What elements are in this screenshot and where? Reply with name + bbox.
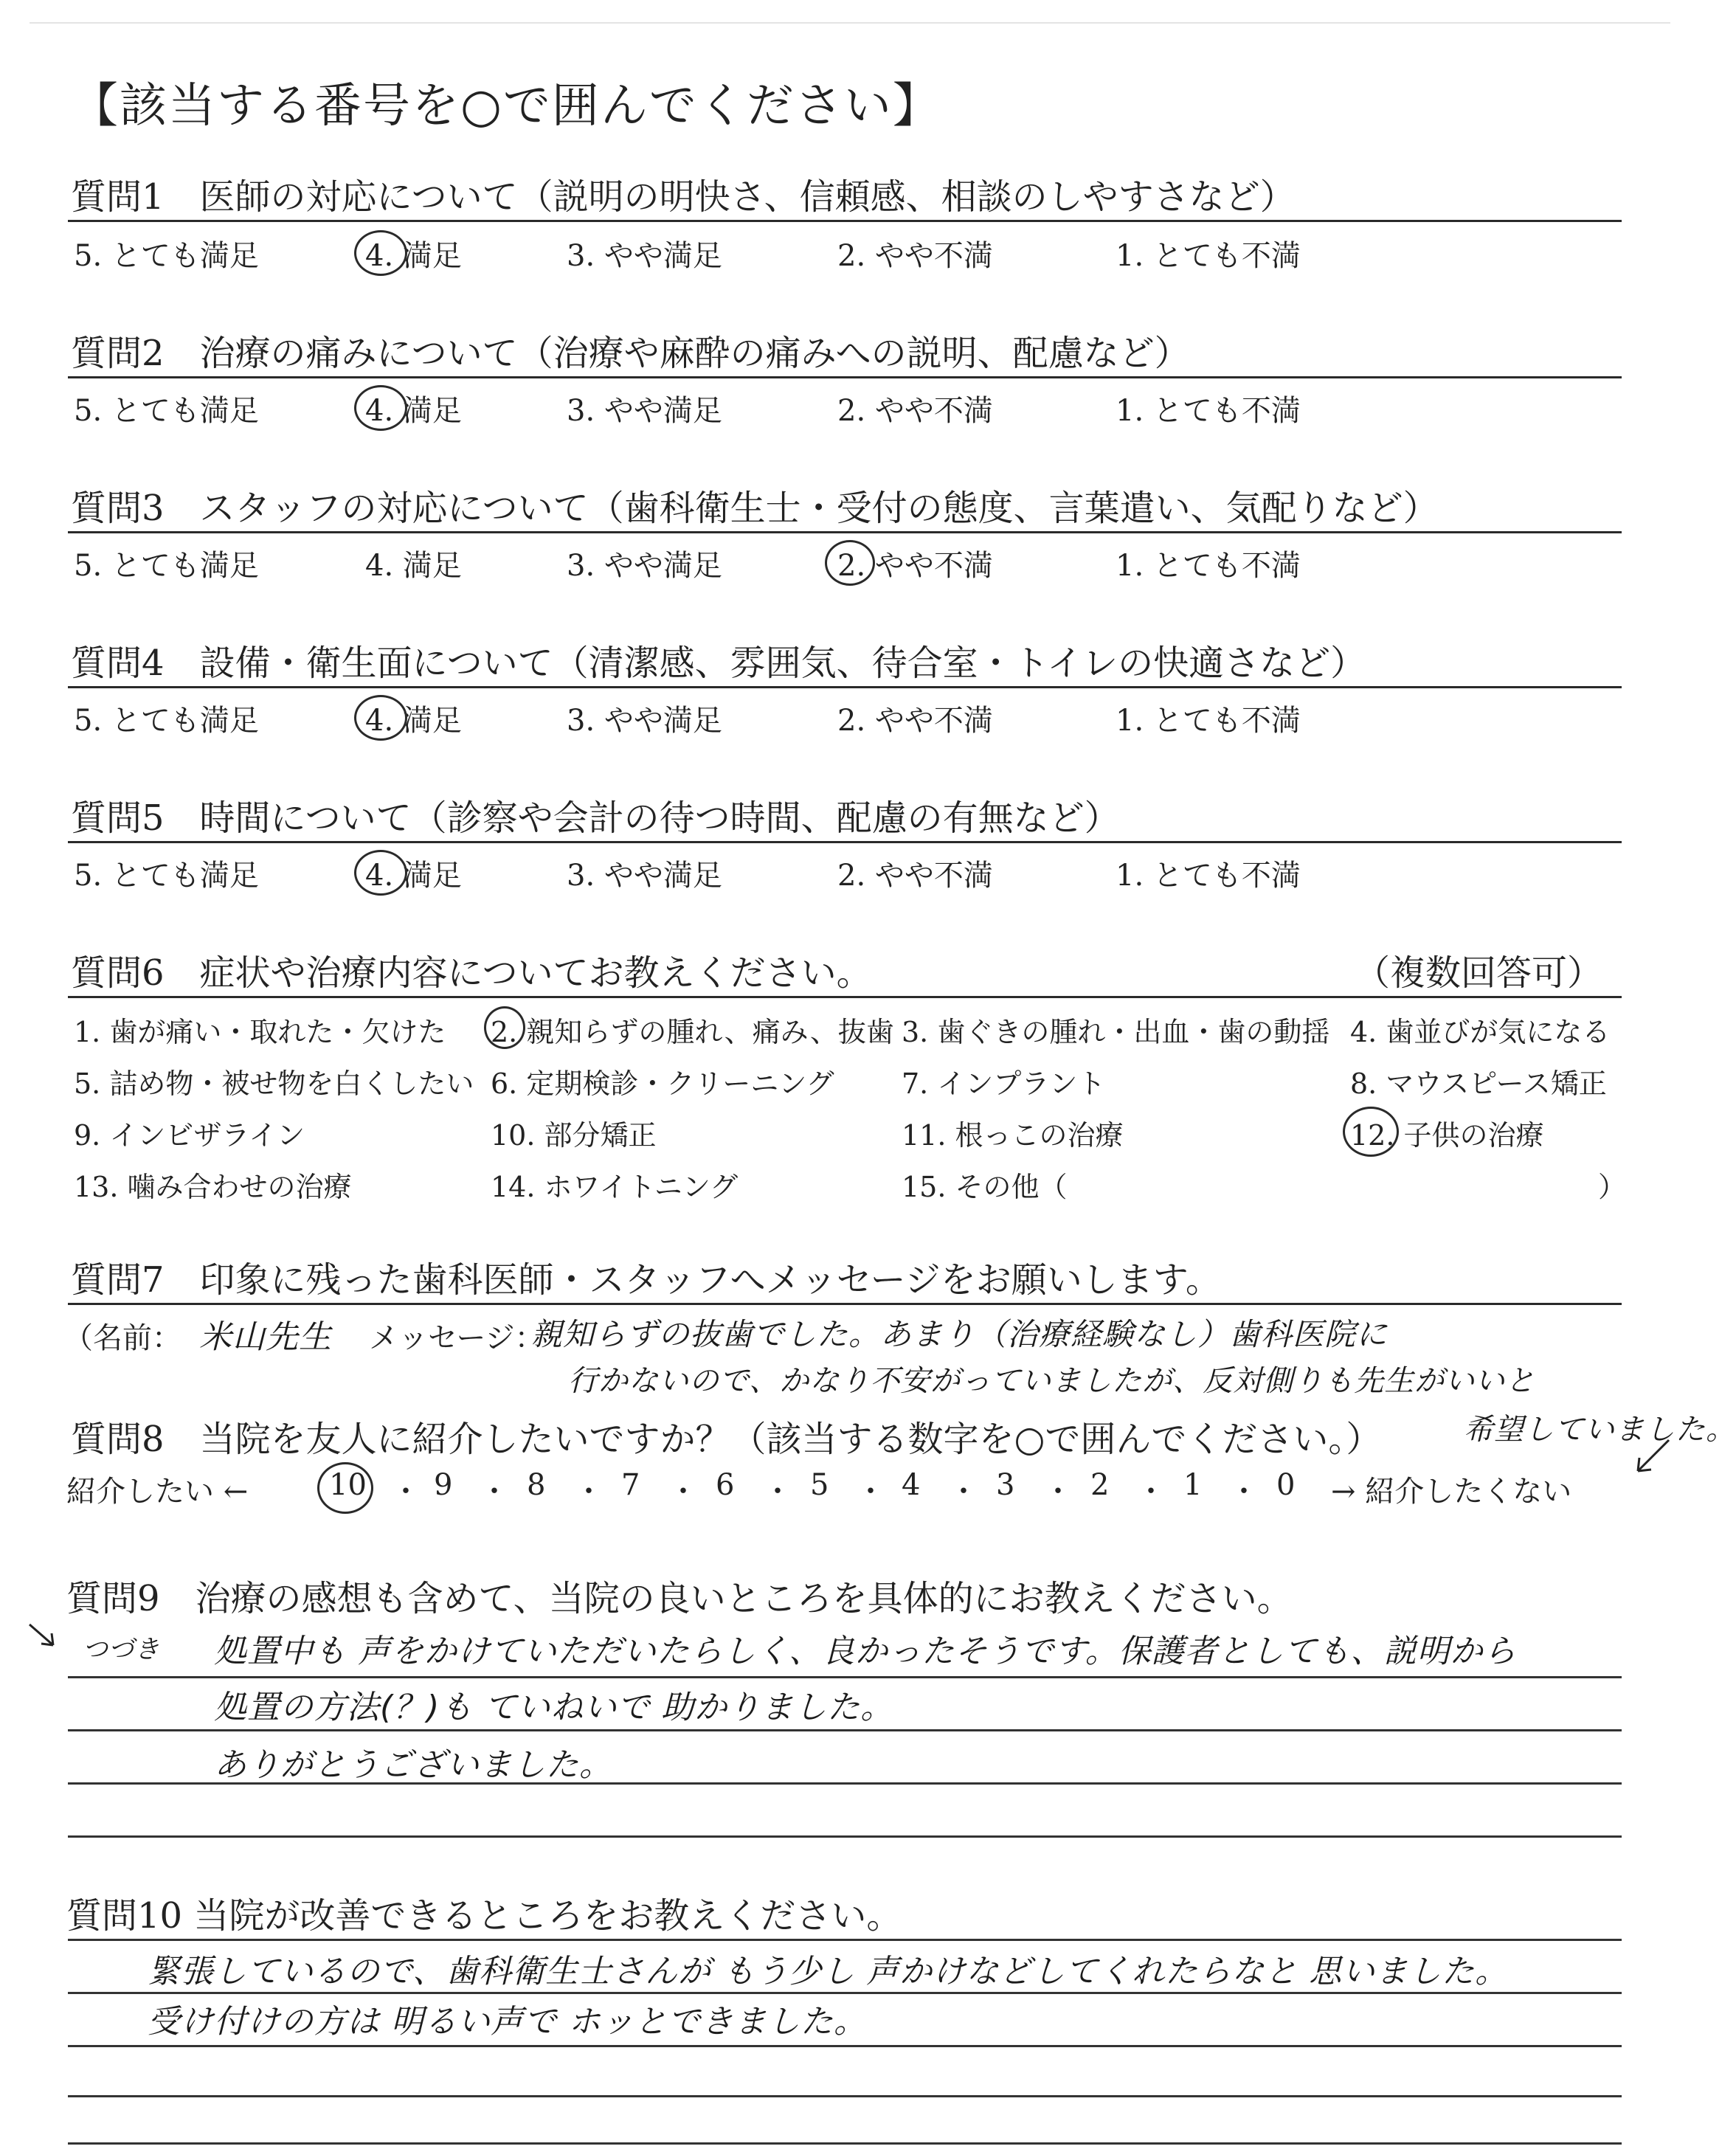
q9-write-line — [68, 1676, 1622, 1678]
q7-name-label: （名前： — [63, 1321, 181, 1355]
q7-rule — [68, 1303, 1622, 1305]
continuation-arrow-icon — [27, 1620, 62, 1655]
q8-dot: ・ — [856, 1475, 885, 1509]
q2-rule — [68, 376, 1622, 378]
q7-name-value[interactable]: 米山先生 — [199, 1318, 332, 1356]
q8-dot: ・ — [763, 1475, 792, 1509]
q4-rule — [68, 686, 1622, 688]
q2-answer-circle — [354, 385, 407, 431]
q2-option-4[interactable]: 4. 満足 — [365, 394, 462, 428]
q6-option-1[interactable]: 1. 歯が痛い・取れた・欠けた — [74, 1016, 446, 1048]
q3-rule — [68, 531, 1622, 533]
q1-option-5[interactable]: 5. とても満足 — [74, 239, 259, 273]
q8-right-label: → 紹介したくない — [1331, 1475, 1572, 1509]
q6-option-8[interactable]: 8. マウスピース矯正 — [1350, 1067, 1607, 1100]
q10-write-line — [68, 2045, 1622, 2047]
q8-scale-4[interactable]: 4 — [902, 1468, 921, 1502]
q4-answer-circle — [354, 695, 407, 741]
q4-option-1[interactable]: 1. とても不満 — [1116, 704, 1301, 738]
q2-option-1[interactable]: 1. とても不満 — [1116, 394, 1301, 428]
page-title: 【該当する番号を○で囲んでください】 — [71, 79, 941, 134]
q7-message-line-2[interactable]: 行かないので、かなり不安がっていましたが、反対側りも先生がいいと — [568, 1364, 1536, 1398]
q10-write-line — [68, 1992, 1622, 1994]
q8-scale-1[interactable]: 1 — [1183, 1468, 1203, 1502]
q6-heading: 質問6 症状や治療内容についてお教えください。 — [71, 952, 872, 994]
q8-dot: ・ — [391, 1475, 421, 1509]
q5-heading: 質問5 時間について（診察や会計の待つ時間、配慮の有無など） — [71, 797, 1120, 839]
q1-option-4[interactable]: 4. 満足 — [365, 239, 462, 273]
q1-rule — [68, 220, 1622, 222]
q3-heading: 質問3 スタッフの対応について（歯科衛生士・受付の態度、言葉遣い、気配りなど） — [71, 488, 1439, 529]
q4-option-3[interactable]: 3. やや満足 — [567, 704, 722, 738]
q10-heading: 質問10 当院が改善できるところをお教えください。 — [66, 1895, 902, 1937]
q6-option-5[interactable]: 5. 詰め物・被せ物を白くしたい — [74, 1067, 474, 1100]
q5-option-5[interactable]: 5. とても満足 — [74, 859, 259, 893]
q9-write-line — [68, 1729, 1622, 1731]
q6-option-3[interactable]: 3. 歯ぐきの腫れ・出血・歯の動揺 — [902, 1016, 1330, 1048]
q8-dot: ・ — [1043, 1475, 1073, 1509]
q2-option-2[interactable]: 2. やや不満 — [837, 394, 993, 428]
scan-top-edge — [30, 22, 1670, 24]
q9-continue-mark: つづき — [83, 1635, 160, 1664]
q7-heading: 質問7 印象に残った歯科医師・スタッフへメッセージをお願いします。 — [71, 1259, 1221, 1301]
q8-scale-9[interactable]: 9 — [434, 1468, 453, 1502]
q6-option-11[interactable]: 11. 根っこの治療 — [902, 1119, 1124, 1152]
q1-answer-circle — [354, 230, 407, 276]
q4-heading: 質問4 設備・衛生面について（清潔感、雰囲気、待合室・トイレの快適さなど） — [71, 643, 1366, 684]
q7-message-line-1[interactable]: 親知らずの抜歯でした。あまり（治療経験なし）歯科医院に — [531, 1316, 1389, 1352]
q9-write-line — [68, 1782, 1622, 1785]
q6-option-12[interactable]: 12. 子供の治療 — [1350, 1119, 1544, 1152]
q5-rule — [68, 841, 1622, 843]
q9-answer-line-1[interactable]: 処置中も 声をかけていただいたらしく、良かったそうです。保護者としても、説明から — [214, 1633, 1517, 1670]
q3-option-4[interactable]: 4. 満足 — [365, 549, 462, 583]
q9-write-line — [68, 1835, 1622, 1838]
q3-option-5[interactable]: 5. とても満足 — [74, 549, 259, 583]
q6-note: （複数回答可） — [1355, 952, 1603, 994]
q5-option-4[interactable]: 4. 満足 — [365, 859, 462, 893]
q8-dot: ・ — [949, 1475, 978, 1509]
q6-answer-circle-12 — [1343, 1107, 1399, 1157]
q1-option-1[interactable]: 1. とても不満 — [1116, 239, 1301, 273]
q10-answer-line-1[interactable]: 緊張しているので、歯科衛生士さんが もう少し 声かけなどしてくれたらなと 思いました。 — [148, 1953, 1509, 1990]
q10-write-line — [68, 2142, 1622, 2145]
q10-write-line — [68, 2095, 1622, 2097]
q2-option-5[interactable]: 5. とても満足 — [74, 394, 259, 428]
q8-dot: ・ — [480, 1475, 509, 1509]
q6-answer-circle-2 — [484, 1006, 525, 1049]
q10-answer-line-2[interactable]: 受け付けの方は 明るい声で ホッとできました。 — [148, 2003, 867, 2041]
q9-answer-line-2[interactable]: 処置の方法(？)も ていねいで 助かりました。 — [214, 1689, 894, 1726]
q8-dot: ・ — [668, 1475, 698, 1509]
q8-scale-6[interactable]: 6 — [716, 1468, 735, 1502]
q5-option-2[interactable]: 2. やや不満 — [837, 859, 993, 893]
q6-option-7[interactable]: 7. インプラント — [902, 1067, 1106, 1100]
q5-answer-circle — [354, 850, 407, 896]
q3-option-1[interactable]: 1. とても不満 — [1116, 549, 1301, 583]
q8-heading: 質問8 当院を友人に紹介したいですか？（該当する数字を○で囲んでください。） — [71, 1419, 1382, 1460]
q4-option-4[interactable]: 4. 満足 — [365, 704, 462, 738]
q7-message-label: メッセージ： — [369, 1321, 544, 1355]
q8-left-label: 紹介したい ← — [66, 1475, 249, 1509]
q8-scale-8[interactable]: 8 — [527, 1468, 546, 1502]
q8-scale-5[interactable]: 5 — [810, 1468, 829, 1502]
q4-option-2[interactable]: 2. やや不満 — [837, 704, 993, 738]
continuation-arrow-icon — [1630, 1437, 1675, 1478]
q6-option-4[interactable]: 4. 歯並びが気になる — [1350, 1016, 1611, 1048]
q9-answer-line-3[interactable]: ありがとうございました。 — [214, 1746, 612, 1784]
q6-option-15-close: ） — [1598, 1171, 1627, 1203]
q6-option-15[interactable]: 15. その他（ — [902, 1171, 1068, 1203]
q2-option-3[interactable]: 3. やや満足 — [567, 394, 722, 428]
q10-write-line — [68, 1939, 1622, 1941]
q1-heading: 質問1 医師の対応について（説明の明快さ、信頼感、相談のしやすさなど） — [71, 176, 1296, 218]
q8-answer-circle — [317, 1462, 373, 1514]
q1-option-2[interactable]: 2. やや不満 — [837, 239, 993, 273]
q6-rule — [68, 996, 1622, 998]
q2-heading: 質問2 治療の痛みについて（治療や麻酔の痛みへの説明、配慮など） — [71, 333, 1190, 374]
q6-option-14[interactable]: 14. ホワイトニング — [491, 1171, 739, 1203]
q8-dot: ・ — [1229, 1475, 1259, 1509]
q8-scale-0[interactable]: 0 — [1276, 1468, 1296, 1502]
q1-option-3[interactable]: 3. やや満足 — [567, 239, 722, 273]
q3-answer-circle — [825, 540, 875, 586]
q3-option-2[interactable]: 2. やや不満 — [837, 549, 993, 583]
q8-scale-3[interactable]: 3 — [996, 1468, 1015, 1502]
q5-option-1[interactable]: 1. とても不満 — [1116, 859, 1301, 893]
q6-option-2[interactable]: 2. 親知らずの腫れ、痛み、抜歯 — [491, 1016, 894, 1048]
q6-option-9[interactable]: 9. インビザライン — [74, 1119, 305, 1152]
q6-option-6[interactable]: 6. 定期検診・クリーニング — [491, 1067, 834, 1100]
q5-option-3[interactable]: 3. やや満足 — [567, 859, 722, 893]
q8-scale-10[interactable]: 10 — [329, 1468, 367, 1502]
q6-option-10[interactable]: 10. 部分矯正 — [491, 1119, 657, 1152]
q8-scale-7[interactable]: 7 — [621, 1468, 640, 1502]
q4-option-5[interactable]: 5. とても満足 — [74, 704, 259, 738]
q7-message-line-3[interactable]: 希望していました。 — [1464, 1413, 1736, 1447]
q8-dot: ・ — [1136, 1475, 1166, 1509]
q9-heading: 質問9 治療の感想も含めて、当院の良いところを具体的にお教えください。 — [66, 1578, 1293, 1619]
q8-dot: ・ — [574, 1475, 604, 1509]
q8-scale-2[interactable]: 2 — [1090, 1468, 1110, 1502]
q3-option-3[interactable]: 3. やや満足 — [567, 549, 722, 583]
q6-option-13[interactable]: 13. 噛み合わせの治療 — [74, 1171, 352, 1203]
